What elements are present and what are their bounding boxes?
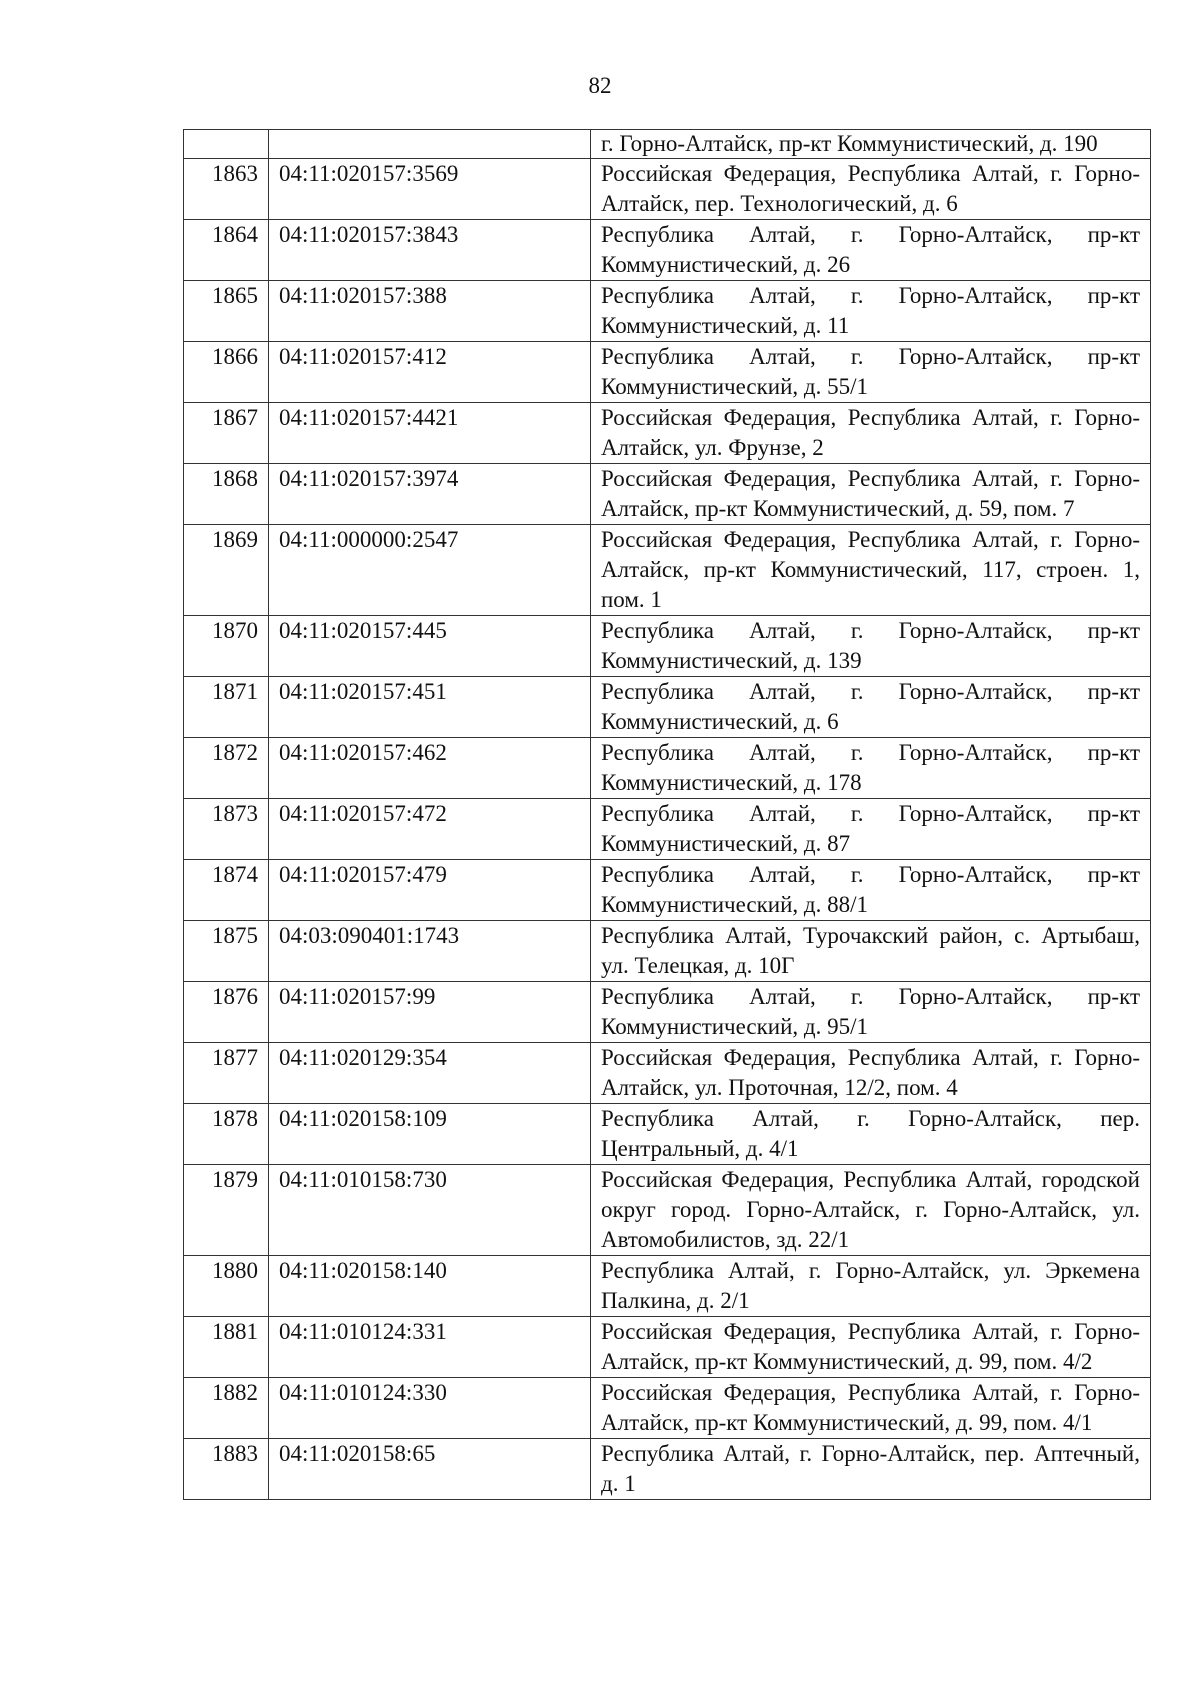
cadastral-number-cell: 04:11:020157:445 [269,616,591,677]
address-cell: Республика Алтай, г. Горно-Алтайск, ул. Эркемена Палкина, д. 2/1 [591,1256,1151,1317]
row-number-cell: 1872 [184,738,269,799]
row-number-cell: 1871 [184,677,269,738]
address-cell: Республика Алтай, г. Горно-Алтайск, пр-кт Коммунистический, д. 26 [591,220,1151,281]
cadastral-number-cell: 04:11:020158:109 [269,1104,591,1165]
row-number-cell: 1869 [184,525,269,616]
table-row [184,159,1151,220]
table-row [184,220,1151,281]
table-row [184,738,1151,799]
table-row [184,616,1151,677]
table-row [184,342,1151,403]
address-cell: Республика Алтай, г. Горно-Алтайск, пр-кт Коммунистический, д. 55/1 [591,342,1151,403]
address-cell: Российская Федерация, Республика Алтай, г. Горно-Алтайск, пр-кт Коммунистический, 117, строен. 1, пом. 1 [591,525,1151,616]
row-number-cell: 1878 [184,1104,269,1165]
cadastral-number-cell: 04:11:020157:472 [269,799,591,860]
table-row [184,921,1151,982]
cadastral-number-cell: 04:11:010124:331 [269,1317,591,1378]
cadastral-number-cell: 04:11:010124:330 [269,1378,591,1439]
table-row [184,1104,1151,1165]
address-cell: Республика Алтай, г. Горно-Алтайск, пр-кт Коммунистический, д. 178 [591,738,1151,799]
row-number-cell [184,130,269,159]
row-number-cell: 1863 [184,159,269,220]
row-number-cell: 1873 [184,799,269,860]
cadastral-number-cell: 04:11:020157:3974 [269,464,591,525]
cadastral-number-cell: 04:11:020157:479 [269,860,591,921]
cadastral-number-cell: 04:11:020157:462 [269,738,591,799]
address-cell: Республика Алтай, г. Горно-Алтайск, пер. Аптечный, д. 1 [591,1439,1151,1500]
table-row [184,1317,1151,1378]
cadastral-number-cell: 04:11:020158:140 [269,1256,591,1317]
page-number: 82 [588,73,612,98]
row-number-cell: 1867 [184,403,269,464]
row-number-cell: 1875 [184,921,269,982]
cadastral-number-cell: 04:11:020158:65 [269,1439,591,1500]
table-row [184,1439,1151,1500]
address-cell: Российская Федерация, Республика Алтай, г. Горно-Алтайск, пер. Технологический, д. 6 [591,159,1151,220]
table-row [184,677,1151,738]
address-cell: Республика Алтай, Турочакский район, с. Артыбаш, ул. Телецкая, д. 10Г [591,921,1151,982]
table-row [184,1165,1151,1256]
cadastral-number-cell [269,130,591,159]
table-row [184,464,1151,525]
row-number-cell: 1865 [184,281,269,342]
address-cell: Республика Алтай, г. Горно-Алтайск, пр-кт Коммунистический, д. 11 [591,281,1151,342]
address-cell: Российская Федерация, Республика Алтай, г. Горно-Алтайск, ул. Проточная, 12/2, пом. 4 [591,1043,1151,1104]
table-row [184,1256,1151,1317]
row-number-cell: 1881 [184,1317,269,1378]
table-row [184,1378,1151,1439]
table-row [184,860,1151,921]
address-cell: г. Горно-Алтайск, пр-кт Коммунистический, д. 190 [591,130,1151,159]
address-cell: Республика Алтай, г. Горно-Алтайск, пр-кт Коммунистический, д. 87 [591,799,1151,860]
table-row [184,281,1151,342]
property-registry-table [183,129,1151,1500]
address-cell: Российская Федерация, Республика Алтай, г. Горно-Алтайск, пр-кт Коммунистический, д. 99, пом. 4/2 [591,1317,1151,1378]
row-number-cell: 1879 [184,1165,269,1256]
address-cell: Республика Алтай, г. Горно-Алтайск, пер. Центральный, д. 4/1 [591,1104,1151,1165]
cadastral-number-cell: 04:11:010158:730 [269,1165,591,1256]
address-cell: Российская Федерация, Республика Алтай, г. Горно-Алтайск, пр-кт Коммунистический, д. 99, пом. 4/1 [591,1378,1151,1439]
cadastral-number-cell: 04:11:020157:3843 [269,220,591,281]
address-cell: Российская Федерация, Республика Алтай, г. Горно-Алтайск, ул. Фрунзе, 2 [591,403,1151,464]
row-number-cell: 1870 [184,616,269,677]
address-cell: Российская Федерация, Республика Алтай, г. Горно-Алтайск, пр-кт Коммунистический, д. 59, пом. 7 [591,464,1151,525]
address-cell: Российская Федерация, Республика Алтай, городской округ город. Горно-Алтайск, г. Горно-Алтайск, ул. Автомобилистов, зд. 22/1 [591,1165,1151,1256]
row-number-cell: 1868 [184,464,269,525]
cadastral-number-cell: 04:11:000000:2547 [269,525,591,616]
address-cell: Республика Алтай, г. Горно-Алтайск, пр-кт Коммунистический, д. 88/1 [591,860,1151,921]
table-row [184,799,1151,860]
row-number-cell: 1874 [184,860,269,921]
cadastral-number-cell: 04:11:020157:99 [269,982,591,1043]
row-number-cell: 1882 [184,1378,269,1439]
address-cell: Республика Алтай, г. Горно-Алтайск, пр-кт Коммунистический, д. 95/1 [591,982,1151,1043]
table-row-continuation [184,130,1151,159]
address-cell: Республика Алтай, г. Горно-Алтайск, пр-кт Коммунистический, д. 139 [591,616,1151,677]
row-number-cell: 1864 [184,220,269,281]
table-row [184,525,1151,616]
row-number-cell: 1866 [184,342,269,403]
address-cell: Республика Алтай, г. Горно-Алтайск, пр-кт Коммунистический, д. 6 [591,677,1151,738]
row-number-cell: 1877 [184,1043,269,1104]
cadastral-number-cell: 04:11:020157:4421 [269,403,591,464]
cadastral-number-cell: 04:11:020157:3569 [269,159,591,220]
row-number-cell: 1876 [184,982,269,1043]
cadastral-number-cell: 04:11:020157:412 [269,342,591,403]
cadastral-number-cell: 04:03:090401:1743 [269,921,591,982]
table-row [184,1043,1151,1104]
table-body [184,130,1151,1500]
table-row [184,982,1151,1043]
cadastral-number-cell: 04:11:020157:388 [269,281,591,342]
cadastral-number-cell: 04:11:020129:354 [269,1043,591,1104]
table-row [184,403,1151,464]
row-number-cell: 1880 [184,1256,269,1317]
row-number-cell: 1883 [184,1439,269,1500]
cadastral-number-cell: 04:11:020157:451 [269,677,591,738]
